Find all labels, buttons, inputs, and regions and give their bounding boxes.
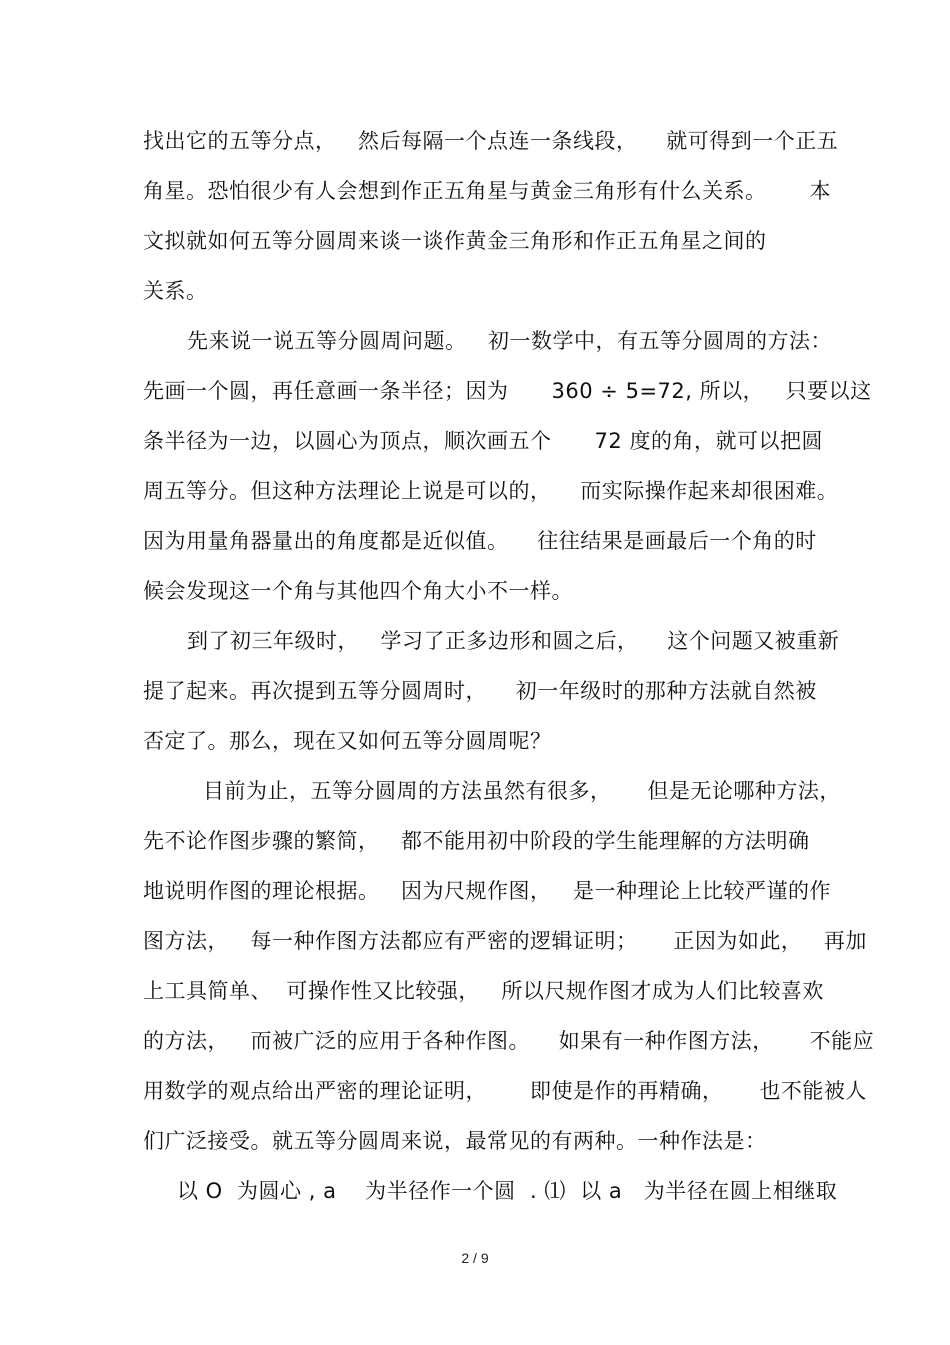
text-line-2: 角星。恐怕很少有人会想到作正五角星与黄金三角形有什么关系。 本 [143, 179, 832, 203]
text-line-3: 文拟就如何五等分圆周来谈一谈作黄金三角形和作正五角星之间的 [143, 229, 767, 253]
text-line-15: 先不论作图步骤的繁简， 都不能用初中阶段的学生能理解的方法明确 [143, 829, 810, 853]
text-line-20: 用数学的观点给出严密的理论证明， 即使是作的再精确， 也不能被人 [143, 1079, 867, 1103]
text-line-21: 们广泛接受。就五等分圆周来说，最常见的有两种。一种作法是： [143, 1129, 767, 1153]
text-line-17: 图方法， 每一种作图方法都应有严密的逻辑证明； 正因为如此， 再加 [143, 929, 867, 953]
text-line-19: 的方法， 而被广泛的应用于各种作图。 如果有一种作图方法， 不能应 [143, 1029, 875, 1053]
text-line-13: 否定了。那么，现在又如何五等分圆周呢？ [143, 729, 552, 753]
text-line-11: 到了初三年级时， 学习了正多边形和圆之后， 这个问题又被重新 [187, 629, 840, 653]
text-line-14: 目前为止，五等分圆周的方法虽然有很多， 但是无论哪种方法， [203, 779, 841, 803]
text-line-8: 周五等分。但这种方法理论上说是可以的， 而实际操作起来却很困难。 [143, 479, 839, 503]
text-line-6: 先画一个圆，再任意画一条半径；因为 360 ÷ 5=72, 所以， 只要以这 [143, 379, 872, 403]
page-number: 2 / 9 [461, 1250, 489, 1266]
text-line-9: 因为用量角器量出的角度都是近似值。 往往结果是画最后一个角的时 [143, 529, 817, 553]
text-line-10: 候会发现这一个角与其他四个角大小不一样。 [143, 579, 573, 603]
text-line-22: 以 O 为圆心 , a 为半径作一个圆 . ⑴ 以 a 为半径在圆上相继取 [177, 1179, 838, 1203]
text-line-18: 上工具简单、 可操作性又比较强， 所以尺规作图才成为人们比较喜欢 [143, 979, 824, 1003]
text-line-5: 先来说一说五等分圆周问题。 初一数学中，有五等分圆周的方法： [187, 329, 833, 353]
text-line-16: 地说明作图的理论根据。 因为尺规作图， 是一种理论上比较严谨的作 [143, 879, 832, 903]
text-line-7: 条半径为一边，以圆心为顶点，顺次画五个 72 度的角，就可以把圆 [143, 429, 823, 453]
text-line-4: 关系。 [143, 279, 208, 303]
text-line-1: 找出它的五等分点， 然后每隔一个点连一条线段， 就可得到一个正五 [143, 129, 839, 153]
text-line-12: 提了起来。再次提到五等分圆周时， 初一年级时的那种方法就自然被 [143, 679, 817, 703]
